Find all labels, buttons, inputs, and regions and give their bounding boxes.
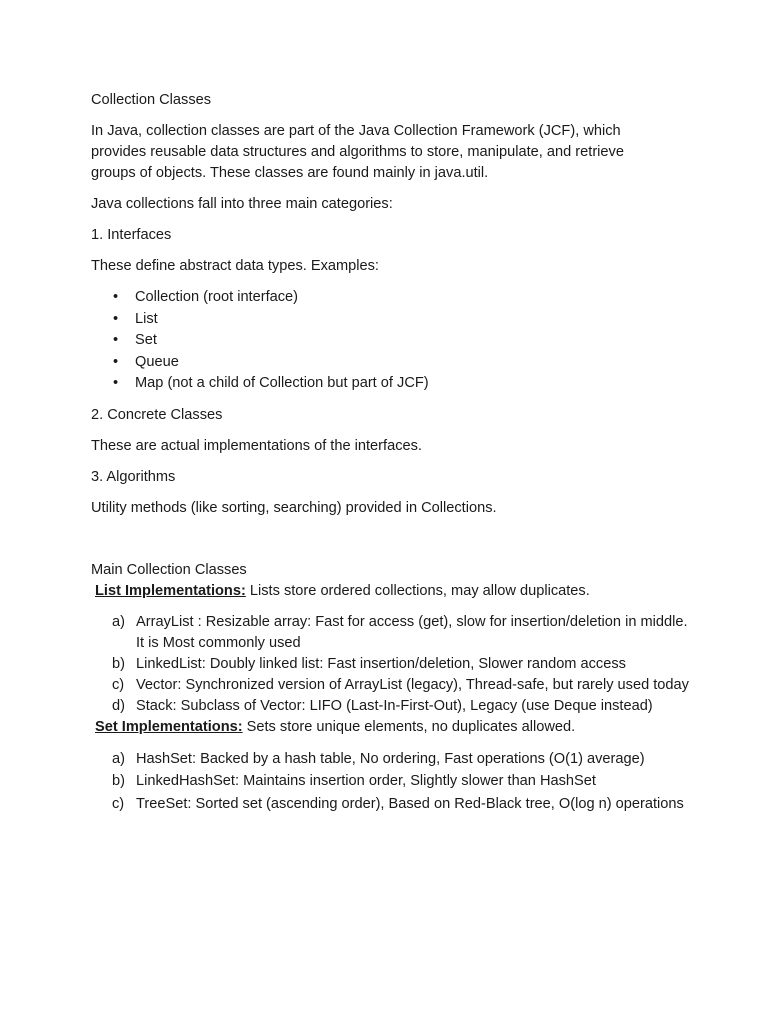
list-marker: a)	[112, 750, 125, 767]
list-item-text: TreeSet: Sorted set (ascending order), Based on Red-Black tree, O(log n) operations	[136, 795, 684, 812]
bullet-icon: •	[113, 353, 119, 370]
intro-paragraph: In Java, collection classes are part of the Java Collection Framework (JCF), which provides reusable data structures and algorithms to store, manipulate, and retrieve groups of objects. These classes are found mainly in java.util.	[91, 123, 624, 181]
set-implementations-label: Set Implementations:	[95, 718, 243, 735]
list-marker: c)	[112, 795, 125, 812]
list-item	[91, 654, 691, 675]
list-item	[91, 748, 691, 771]
list-implementations-label: List Implementations:	[95, 582, 246, 599]
list-implementations-desc: Lists store ordered collections, may allow duplicates.	[245, 582, 590, 599]
list-item	[91, 612, 691, 654]
list-item	[91, 696, 691, 717]
list-marker: a)	[112, 613, 125, 630]
set-implementations-heading	[91, 717, 665, 738]
list-item	[91, 287, 768, 309]
list-item-text: Map (not a child of Collection but part of JCF)	[135, 375, 429, 392]
bullet-icon: •	[113, 332, 119, 349]
list-item	[91, 330, 768, 352]
list-item	[91, 352, 768, 374]
list-item-text: Vector: Synchronized version of ArrayList (legacy), Thread-safe, but rarely used today	[136, 676, 689, 693]
list-item-text: Queue	[135, 353, 179, 370]
list-item	[91, 373, 768, 395]
bullet-icon: •	[113, 289, 119, 305]
list-marker: b)	[112, 773, 125, 790]
main-classes-heading: Main Collection Classes	[91, 561, 247, 578]
list-item	[91, 309, 768, 331]
categories-intro: Java collections fall into three main categories:	[91, 196, 393, 212]
section-interfaces-text: These define abstract data types. Examples:	[91, 258, 379, 274]
list-marker: c)	[112, 676, 125, 693]
list-marker: d)	[112, 697, 125, 714]
section-algorithms-text: Utility methods (like sorting, searching) provided in Collections.	[91, 499, 497, 516]
list-implementations-heading	[91, 581, 665, 602]
list-item-text: List	[135, 310, 158, 327]
section-algorithms-heading: 3. Algorithms	[91, 468, 176, 485]
list-item-text: Stack: Subclass of Vector: LIFO (Last-In-First-Out), Legacy (use Deque instead)	[136, 697, 653, 714]
section-concrete-text: These are actual implementations of the interfaces.	[91, 437, 422, 454]
bullet-icon: •	[113, 375, 119, 392]
list-item	[91, 675, 691, 696]
list-marker: b)	[112, 655, 125, 672]
section-interfaces-heading: 1. Interfaces	[91, 227, 172, 243]
list-item-text: LinkedHashSet: Maintains insertion order, Slightly slower than HashSet	[136, 773, 596, 790]
list-item	[91, 770, 691, 793]
interfaces-bullet-list	[91, 287, 768, 395]
list-item	[91, 794, 691, 815]
list-item-text: HashSet: Backed by a hash table, No ordering, Fast operations (O(1) average)	[136, 750, 645, 767]
set-implementations-desc: Sets store unique elements, no duplicates allowed.	[242, 718, 576, 735]
list-item-text: Set	[135, 332, 157, 349]
list-item-text: ArrayList : Resizable array: Fast for access (get), slow for insertion/deletion in middle. It is Most commonly used	[136, 613, 688, 651]
list-item-text: LinkedList: Doubly linked list: Fast insertion/deletion, Slower random access	[136, 655, 626, 672]
section-concrete-heading: 2. Concrete Classes	[91, 406, 223, 423]
set-implementations-list	[91, 748, 691, 815]
doc-title: Collection Classes	[91, 92, 212, 108]
list-item-text: Collection (root interface)	[135, 289, 299, 305]
list-implementations-list	[91, 612, 691, 717]
bullet-icon: •	[113, 310, 119, 327]
